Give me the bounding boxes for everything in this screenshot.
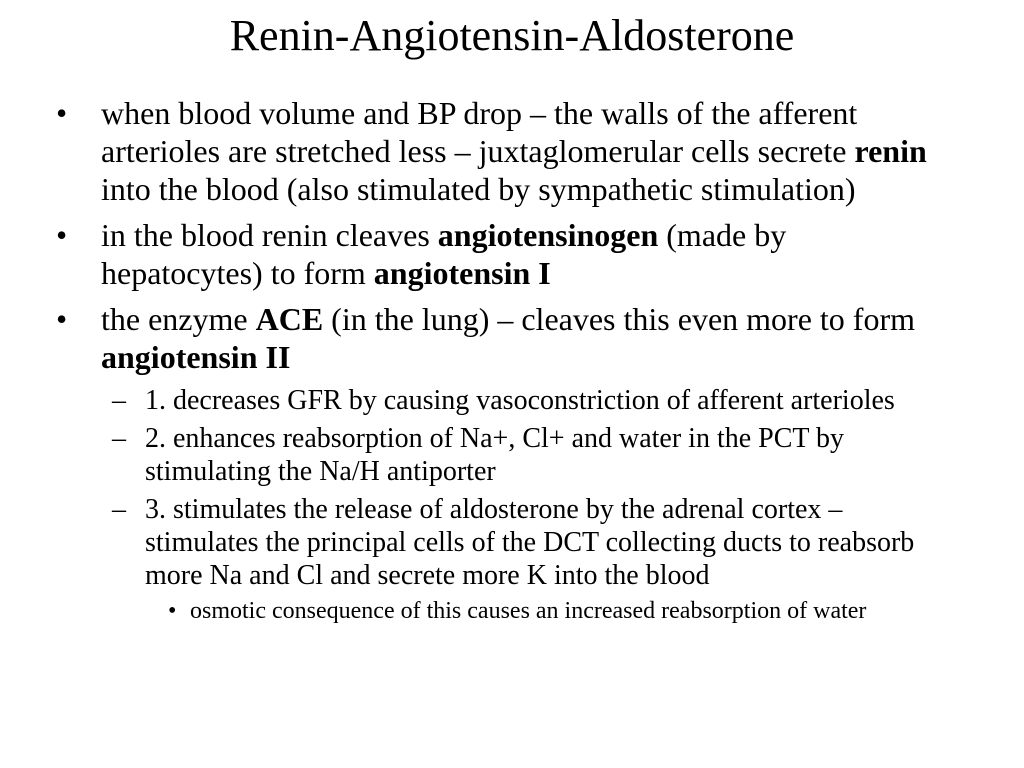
dash-marker: –: [112, 494, 126, 525]
bullet-text: the enzyme: [101, 301, 256, 337]
bullet-bold-term: ACE: [255, 301, 324, 337]
bullet-bold-term: renin: [854, 133, 927, 169]
sub-bullet-text: 1. decreases GFR by causing vasoconstriction of afferent arterioles: [145, 385, 895, 416]
bullet-bold-term: angiotensin I: [373, 255, 551, 291]
bullet-marker: •: [56, 217, 68, 253]
bullet-text: into the blood (also stimulated by sympathetic stimulation): [101, 171, 856, 207]
sub-bullet-gfr: [112, 384, 936, 417]
dash-marker: –: [112, 423, 126, 454]
bullet-marker: •: [56, 301, 68, 337]
sub-bullet-reabsorption: [112, 422, 936, 488]
bullet-text: (made by hepatocytes) to form: [101, 217, 787, 291]
sub-bullet-text: 3. stimulates the release of aldosterone by the adrenal cortex – stimulates the principal cells of the DCT collecting ducts to reabsorb more Na and Cl and secrete more K into the blood: [145, 494, 915, 591]
bullet-ace: [56, 300, 936, 376]
bullet-bold-term: angiotensinogen: [437, 217, 659, 253]
sub-bullet-text: 2. enhances reabsorption of Na+, Cl+ and water in the PCT by stimulating the Na/H antiporter: [145, 423, 845, 487]
slide-content: [56, 94, 936, 625]
bullet-bold-term: angiotensin II: [101, 339, 291, 375]
dash-marker: –: [112, 385, 126, 416]
small-bullet-marker: •: [168, 598, 177, 624]
sub-bullet-aldosterone: [112, 493, 936, 592]
slide-title: Renin-Angiotensin-Aldosterone: [229, 11, 795, 60]
bullet-text: (in the lung) – cleaves this even more to form: [323, 301, 915, 337]
bullet-text: in the blood renin cleaves: [101, 217, 438, 253]
bullet-angiotensinogen: [56, 216, 936, 292]
sub-sub-bullet-text: osmotic consequence of this causes an increased reabsorption of water: [190, 598, 867, 624]
bullet-renin-secretion: [56, 94, 936, 208]
sub-sub-bullet-osmotic: [168, 597, 936, 625]
bullet-text: when blood volume and BP drop – the walls of the afferent arterioles are stretched less – juxtaglomerular cells secrete: [101, 95, 858, 169]
bullet-marker: •: [56, 95, 68, 131]
